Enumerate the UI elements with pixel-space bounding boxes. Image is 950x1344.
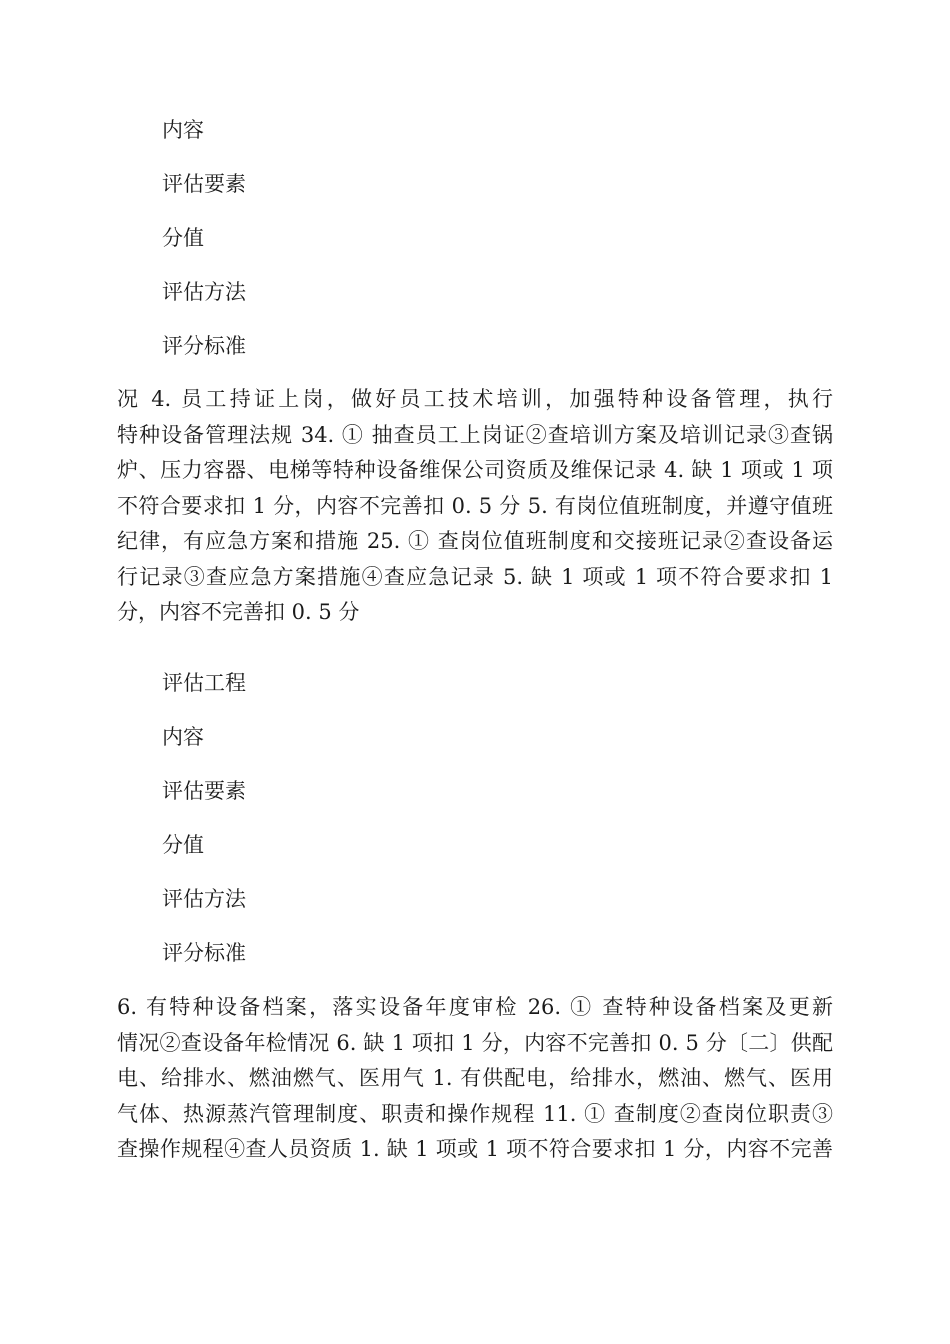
header-evaluation-elements: 评估要素 (162, 172, 246, 196)
header-evaluation-project: 评估工程 (162, 671, 246, 695)
header-score-value: 分值 (162, 226, 204, 250)
header-scoring-standard: 评分标准 (162, 941, 246, 965)
paragraph-line: 查操作规程④查人员资质 1. 缺 1 项或 1 项不符合要求扣 1 分，内容不完善 (117, 1137, 833, 1161)
header-scoring-standard: 评分标准 (162, 334, 246, 358)
paragraph-line: 情况②查设备年检情况 6. 缺 1 项扣 1 分，内容不完善扣 0. 5 分〔二〕供配 (117, 1030, 833, 1055)
paragraph-line: 特种设备管理法规 34. ① 抽查员工上岗证②查培训方案及培训记录③查锅 (117, 422, 833, 447)
header-score-value: 分值 (162, 833, 204, 857)
paragraph-line: 行记录③查应急方案措施④查应急记录 5. 缺 1 项或 1 项不符合要求扣 1 (117, 564, 833, 589)
header-evaluation-method: 评估方法 (162, 887, 246, 911)
paragraph-line: 况 4. 员工持证上岗，做好员工技术培训，加强特种设备管理，执行 (117, 387, 833, 411)
paragraph-line: 分，内容不完善扣 0. 5 分 (117, 600, 360, 624)
paragraph-line: 气体、热源蒸汽管理制度、职责和操作规程 11. ① 查制度②查岗位职责③ (117, 1101, 833, 1126)
paragraph-line: 纪律，有应急方案和措施 25. ① 查岗位值班制度和交接班记录②查设备运 (117, 529, 833, 553)
header-evaluation-elements: 评估要素 (162, 779, 246, 803)
body-paragraph (117, 382, 833, 631)
paragraph-line: 6. 有特种设备档案，落实设备年度审检 26. ① 查特种设备档案及更新 (117, 995, 833, 1019)
paragraph-line: 电、给排水、燃油燃气、医用气 1. 有供配电，给排水，燃油、燃气、医用 (117, 1066, 833, 1090)
paragraph-line: 炉、压力容器、电梯等特种设备维保公司资质及维保记录 4. 缺 1 项或 1 项 (117, 458, 833, 482)
body-paragraph (117, 990, 833, 1168)
header-content: 内容 (162, 118, 204, 142)
header-content: 内容 (162, 725, 204, 749)
header-evaluation-method: 评估方法 (162, 280, 246, 304)
paragraph-line: 不符合要求扣 1 分，内容不完善扣 0. 5 分 5. 有岗位值班制度，并遵守值班 (117, 493, 833, 518)
